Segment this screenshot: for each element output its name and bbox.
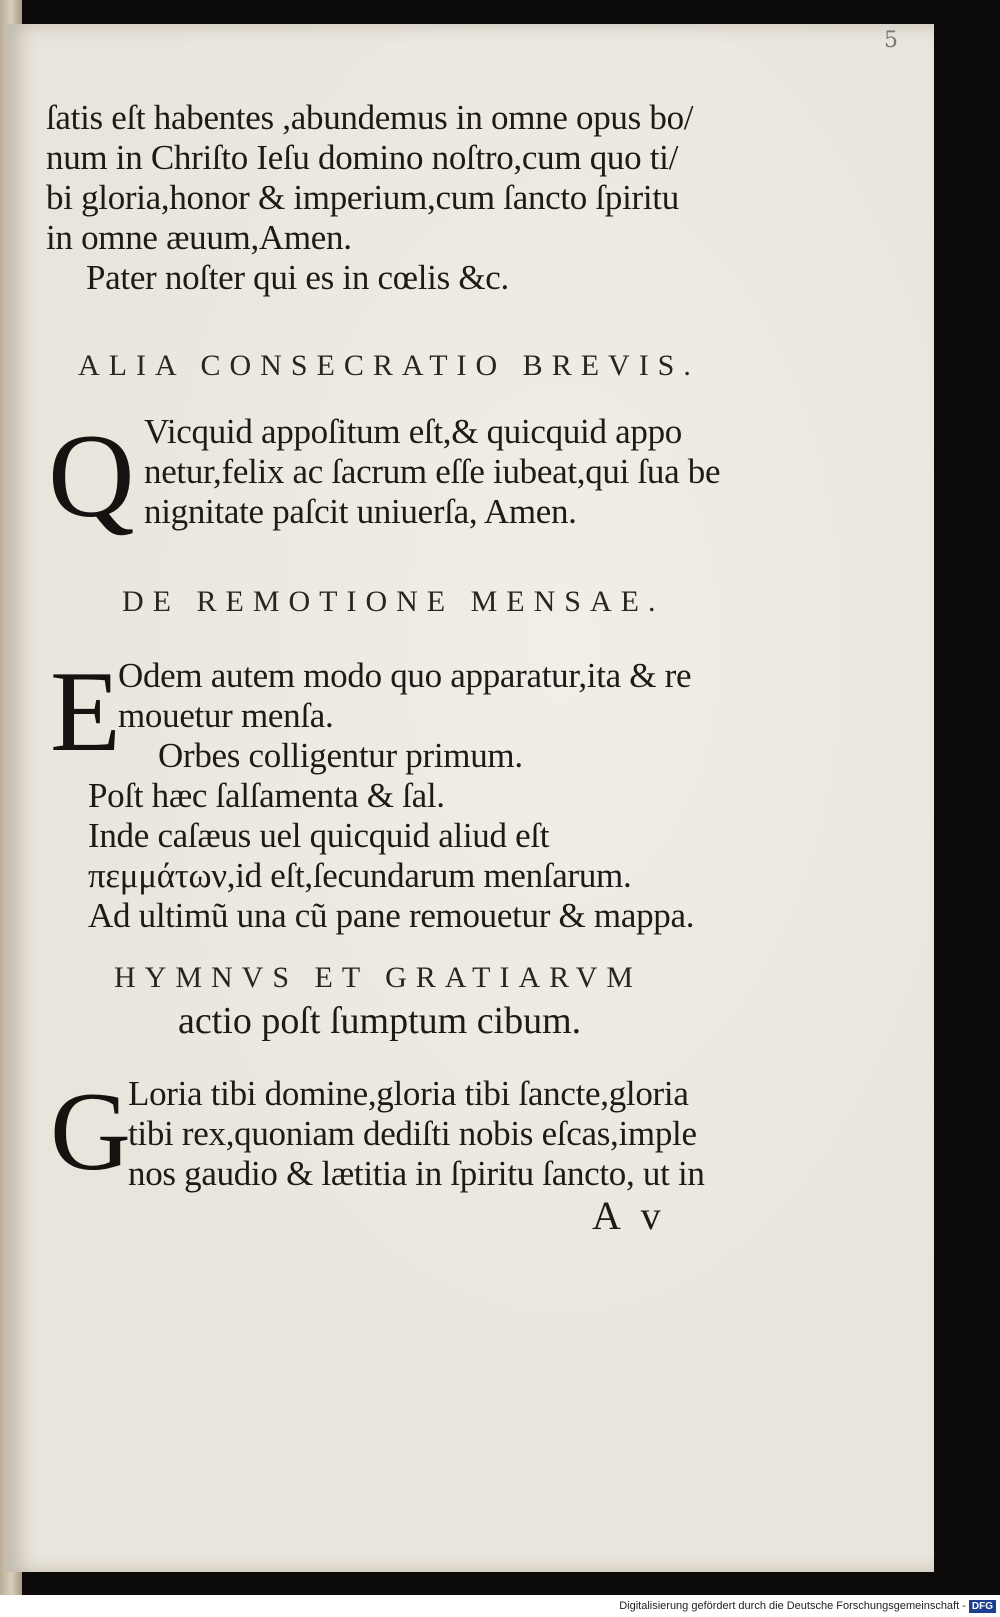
text-line: mouetur menſa.	[118, 696, 334, 735]
text-line: Orbes colligentur primum.	[158, 736, 523, 775]
signature-mark: A v	[592, 1193, 667, 1238]
text-line: Inde caſæus uel quicquid aliud eſt	[88, 816, 550, 855]
drop-cap: Q	[48, 409, 135, 542]
text-line: nos gaudio & lætitia in ſpiritu ſancto, ut in	[128, 1154, 705, 1193]
text-line: netur,felix ac ſacrum eſſe iubeat,qui ſua be	[144, 452, 721, 491]
text-line: bi gloria,honor & imperium,cum ſancto ſpiritu	[46, 178, 679, 217]
text-line: Odem autem modo quo apparatur,ita & re	[118, 656, 692, 695]
text-line: Loria tibi domine,gloria tibi ſancte,gloria	[128, 1074, 689, 1113]
section-heading: HYMNVS ET GRATIARVM	[114, 961, 643, 994]
text-line: in omne æuum,Amen.	[46, 218, 352, 257]
section-heading: ALIA CONSECRATIO BREVIS.	[78, 349, 700, 382]
section-heading: DE REMOTIONE MENSAE.	[122, 585, 665, 618]
text-line: nignitate paſcit uniuerſa, Amen.	[144, 492, 577, 531]
digitization-credit	[598, 1598, 996, 1614]
dfg-logo: DFG	[969, 1600, 996, 1613]
drop-cap: G	[50, 1070, 131, 1194]
section-subheading: actio poſt ſumptum cibum.	[178, 1000, 582, 1042]
text-line: tibi rex,quoniam dediſti nobis eſcas,imple	[128, 1114, 697, 1153]
drop-cap: E	[50, 648, 121, 776]
text-line: Ad ultimũ una cũ pane remouetur & mappa.	[88, 896, 695, 935]
text-line: Poſt hæc ſalſamenta & ſal.	[88, 776, 445, 815]
text-line: Vicquid appoſitum eſt,& quicquid appo	[144, 412, 682, 451]
folio-number: 5	[884, 28, 898, 53]
text-line: πεμμάτων,id eſt,ſecundarum menſarum.	[88, 856, 632, 895]
text-line: ſatis eſt habentes ,abundemus in omne opus bo/	[46, 98, 694, 137]
text-line: num in Chriſto Ieſu domino noſtro,cum quo ti/	[46, 138, 679, 177]
text-line: Pater noſter qui es in cœlis &c.	[86, 258, 509, 297]
credit-text: Digitalisierung gefördert durch die Deutsche Forschungsgemeinschaft -	[619, 1600, 966, 1612]
book-page	[6, 24, 934, 1572]
